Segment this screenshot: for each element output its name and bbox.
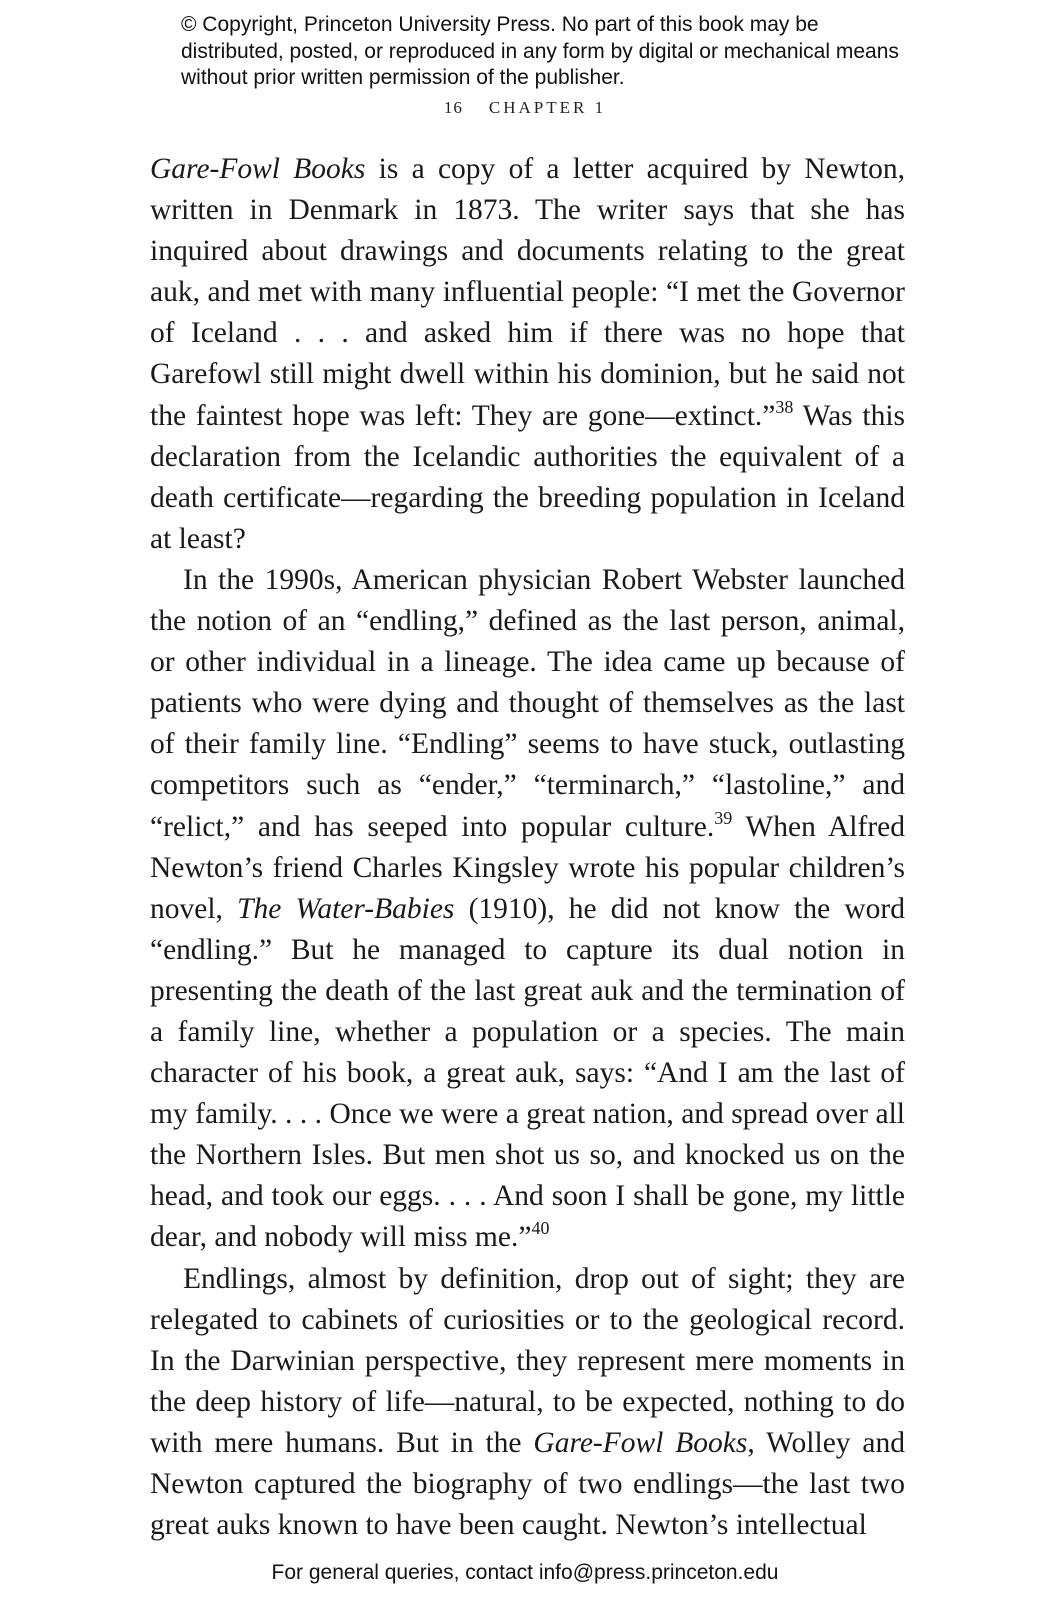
body-text <box>150 149 905 1546</box>
paragraph-1 <box>150 149 905 560</box>
chapter-title: CHAPTER 1 <box>488 98 607 117</box>
text-span: In the 1990s, American physician Robert Webster launched the notion of an “endling,” defined as the last person, animal, or other individual in a lineage. The idea came up because of patients who were dying and thought of themselves as the last of their family line. “Endling” seems to have stuck, outlasting competitors such as “ender,” “terminarch,” “lastoline,” and “relict,” and has seeped into popular culture. <box>150 563 905 843</box>
text-span: is a copy of a letter acquired by Newton, written in Denmark in 1873. The writer says that she has inquired about drawings and documents relating to the great auk, and met with many influential people: “I met the Governor of Iceland . . . and asked him if there was no hope that Garefowl still might dwell within his dominion, but he said not the faintest hope was left: They are gone—extinct.” <box>150 153 906 432</box>
text-span: , Wolley and Newton captured the biography of two endlings—the last two great auks known to have been caught. Newton’s intellectual <box>150 1426 906 1542</box>
book-title: The Water-Babies <box>237 892 455 925</box>
text-span: When Alfred Newton’s friend Charles Kingsley wrote his popular children’s novel, <box>150 810 905 925</box>
text-span: (1910), he did not know the word “endling.” But he managed to capture its dual notion in presenting the death of the last great auk and the termination of a family line, whether a population or a species. The main character of his book, a great auk, says: “And I am the last of my family. . . . Once we were a great nation, and spread over all the Northern Isles. But men shot us so, and knocked us on the head, and took our eggs. . . . And soon I shall be gone, my little dear, and nobody will miss me.” <box>150 892 905 1254</box>
page-number: 16 <box>443 98 463 117</box>
footnote-ref: 38 <box>775 396 794 417</box>
text-span: Endlings, almost by definition, drop out of sight; they are relegated to cabinets of curiosities or to the geological record. In the Darwinian perspective, they represent mere moments in the deep history of life—natural, to be expected, nothing to do with mere humans. But in the <box>150 1262 905 1459</box>
footnote-ref: 39 <box>714 807 733 828</box>
book-title: Gare-Fowl Books <box>150 153 366 185</box>
footer-contact: For general queries, contact info@press.princeton.edu <box>271 1561 779 1584</box>
copyright-notice: © Copyright, Princeton University Press. No part of this book may be distributed, posted, or reproduced in any form by digital or mechanical means without prior written permission of the publisher. <box>181 13 899 89</box>
running-head <box>0 98 1050 118</box>
paragraph-2 <box>150 560 905 1259</box>
text-span: Was this declaration from the Icelandic authorities the equivalent of a death certificate—regarding the breeding population in Iceland at least? <box>150 399 905 555</box>
paragraph-3 <box>150 1259 905 1547</box>
footnote-ref: 40 <box>531 1218 550 1239</box>
book-title: Gare-Fowl Books <box>533 1426 748 1459</box>
